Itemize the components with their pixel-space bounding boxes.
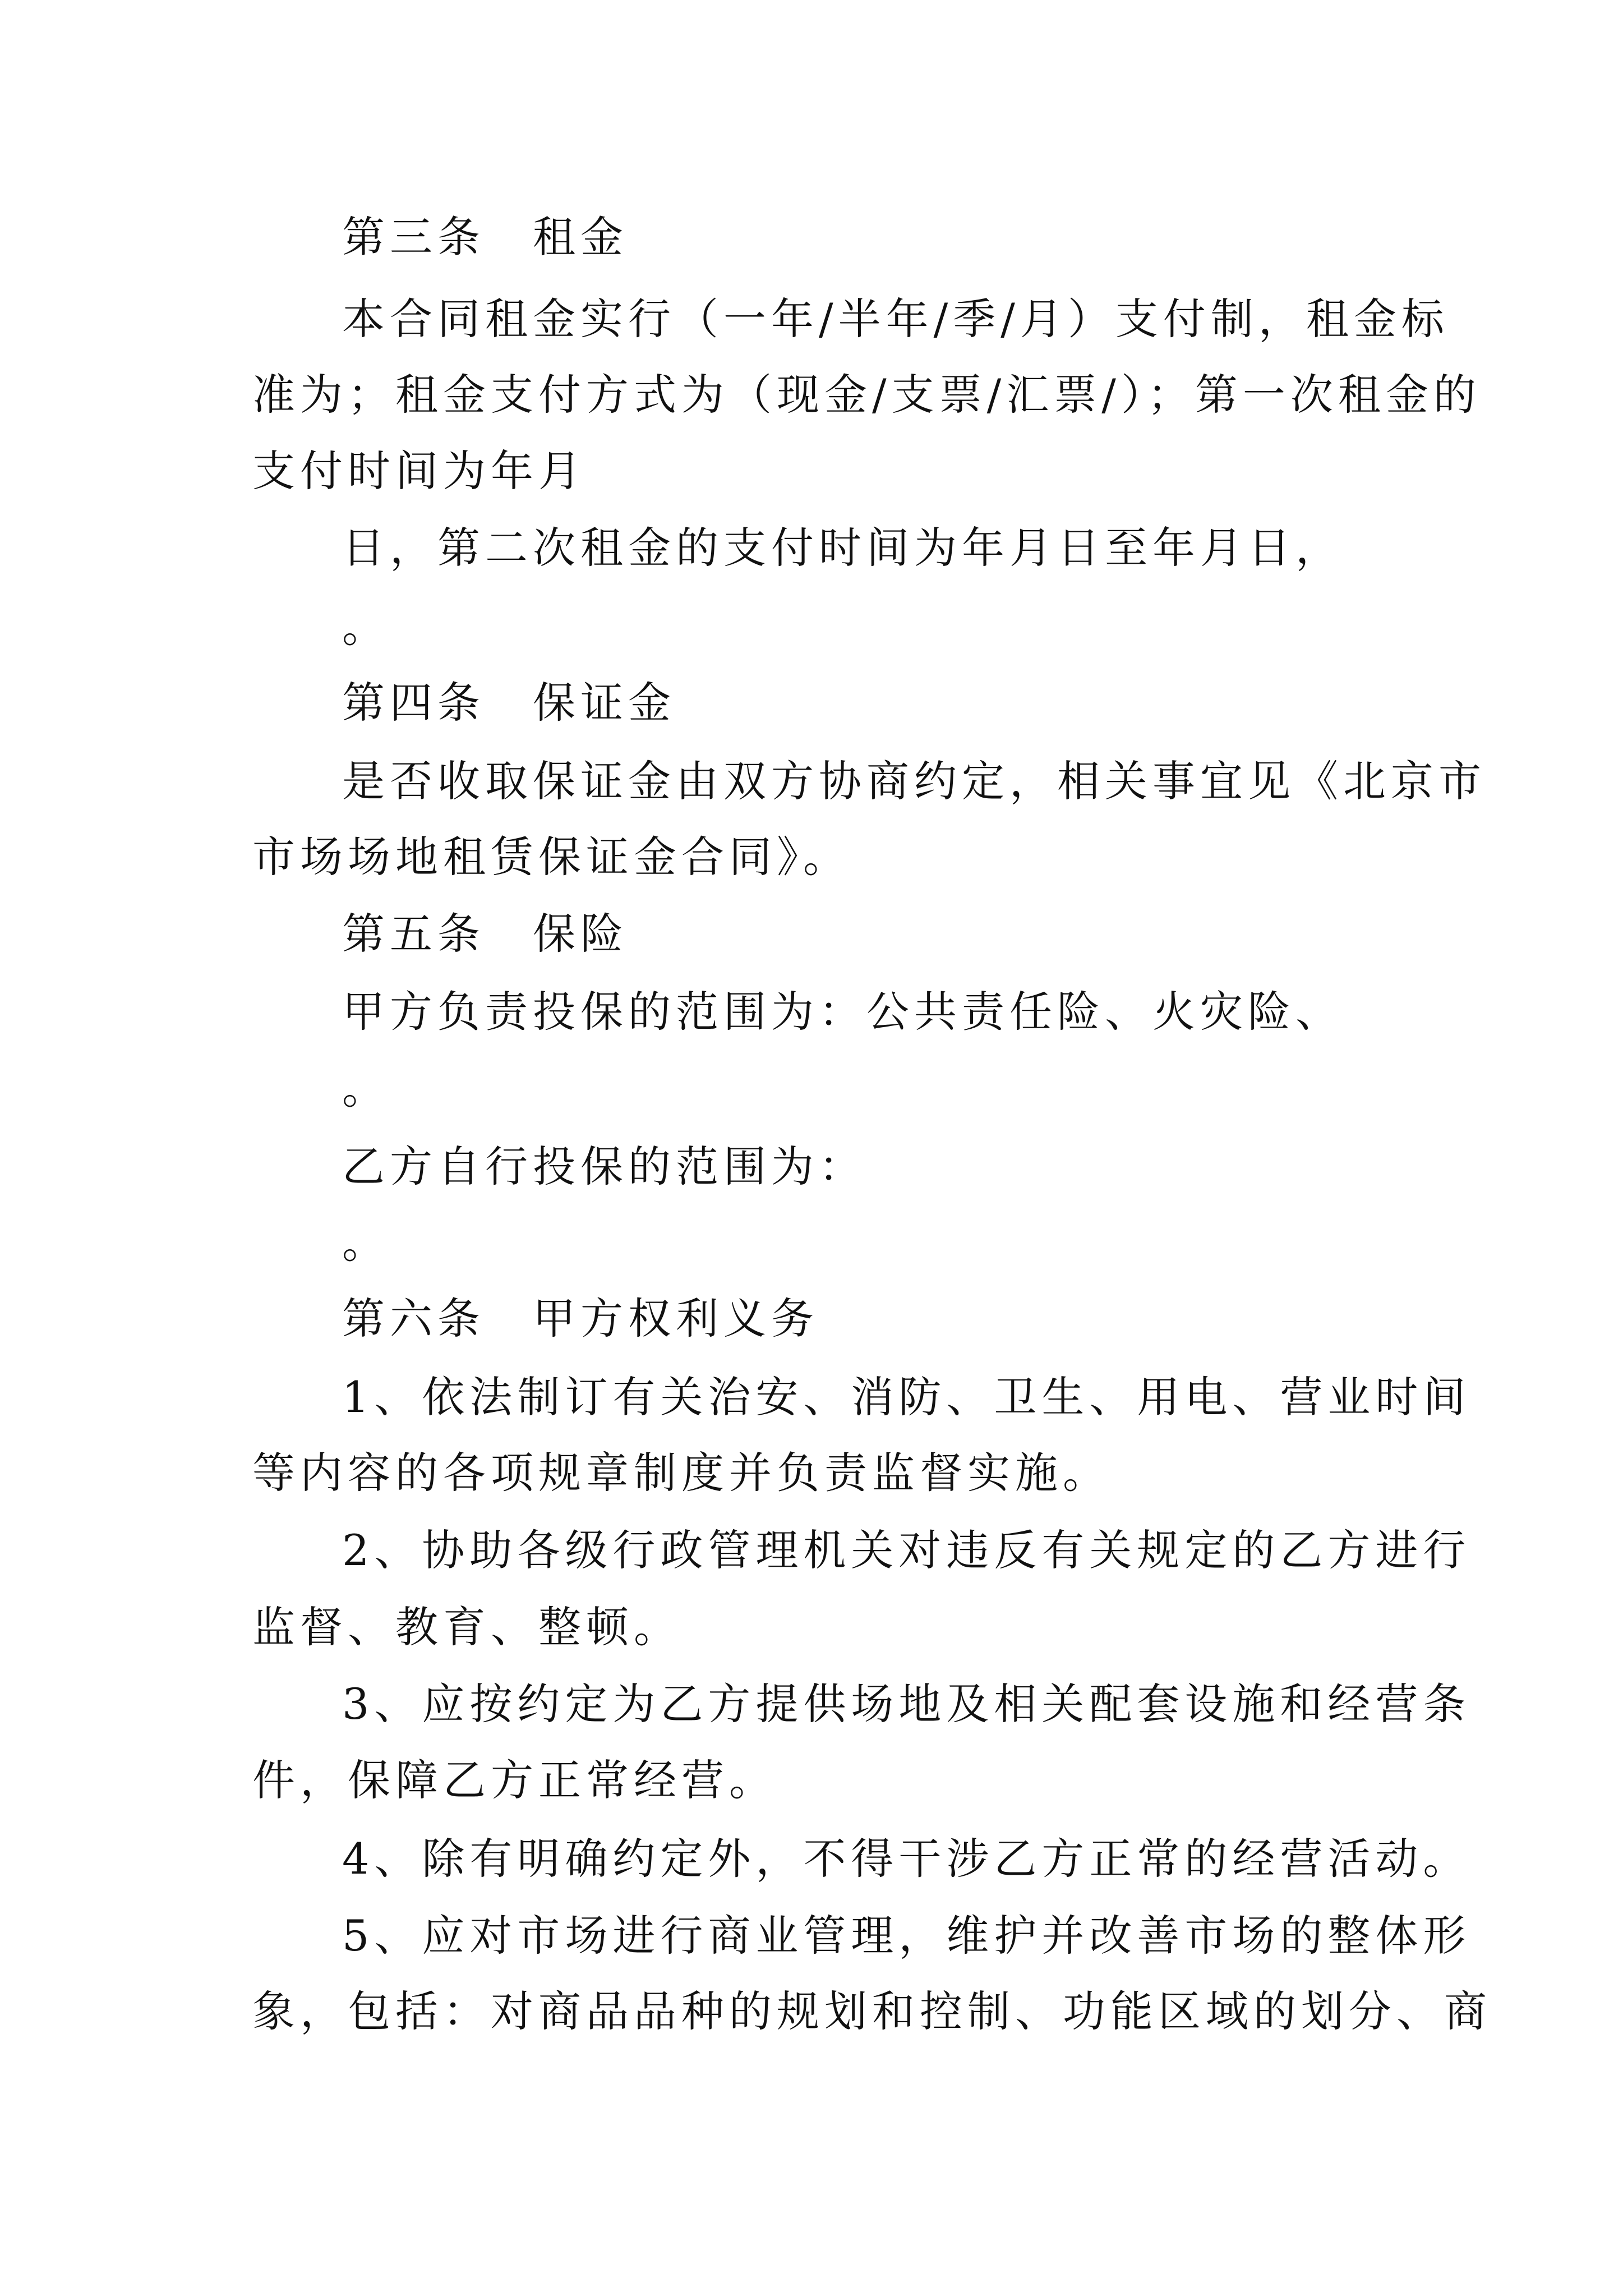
list-item-5: 5、应对市场进行商业管理，维护并改善市场的整体形 (342, 1911, 1471, 1961)
list-item-5-continued: 象，包括：对商品品种的规划和控制、功能区域的划分、商 (252, 1986, 1492, 2036)
article-3-heading: 第三条 租金 (342, 212, 628, 262)
list-item-1-continued: 等内容的各项规章制度并负责监督实施。 (252, 1448, 1110, 1498)
list-item-2: 2、协助各级行政管理机关对违反有关规定的乙方进行 (342, 1525, 1471, 1575)
paragraph-line: 。 (342, 1064, 390, 1114)
article-6-heading: 第六条 甲方权利义务 (342, 1294, 819, 1343)
list-item-1: 1、依法制订有关治安、消防、卫生、用电、营业时间 (342, 1372, 1471, 1422)
paragraph-line: 支付时间为年月 (252, 446, 586, 496)
paragraph-line: 本合同租金实行（一年/半年/季/月）支付制，租金标 (342, 294, 1449, 344)
paragraph-line: 日，第二次租金的支付时间为年月日至年月日， (342, 523, 1343, 573)
list-item-3-continued: 件，保障乙方正常经营。 (252, 1755, 777, 1805)
paragraph-line: 准为；租金支付方式为（现金/支票/汇票/）；第一次租金的 (252, 370, 1481, 420)
paragraph-line: 乙方自行投保的范围为： (342, 1142, 866, 1191)
paragraph-line: 甲方负责投保的范围为：公共责任险、火灾险、 (342, 987, 1343, 1037)
list-item-4: 4、除有明确约定外，不得干涉乙方正常的经营活动。 (342, 1834, 1471, 1884)
list-item-2-continued: 监督、教育、整顿。 (252, 1602, 681, 1652)
paragraph-line: 市场场地租赁保证金合同》。 (252, 832, 851, 882)
list-item-3: 3、应按约定为乙方提供场地及相关配套设施和经营条 (342, 1679, 1471, 1729)
article-4-heading: 第四条 保证金 (342, 678, 676, 728)
article-5-heading: 第五条 保险 (342, 909, 628, 959)
paragraph-line: 。 (342, 1218, 390, 1268)
paragraph-line: 。 (342, 602, 390, 652)
paragraph-line: 是否收取保证金由双方协商约定，相关事宜见《北京市 (342, 756, 1486, 806)
